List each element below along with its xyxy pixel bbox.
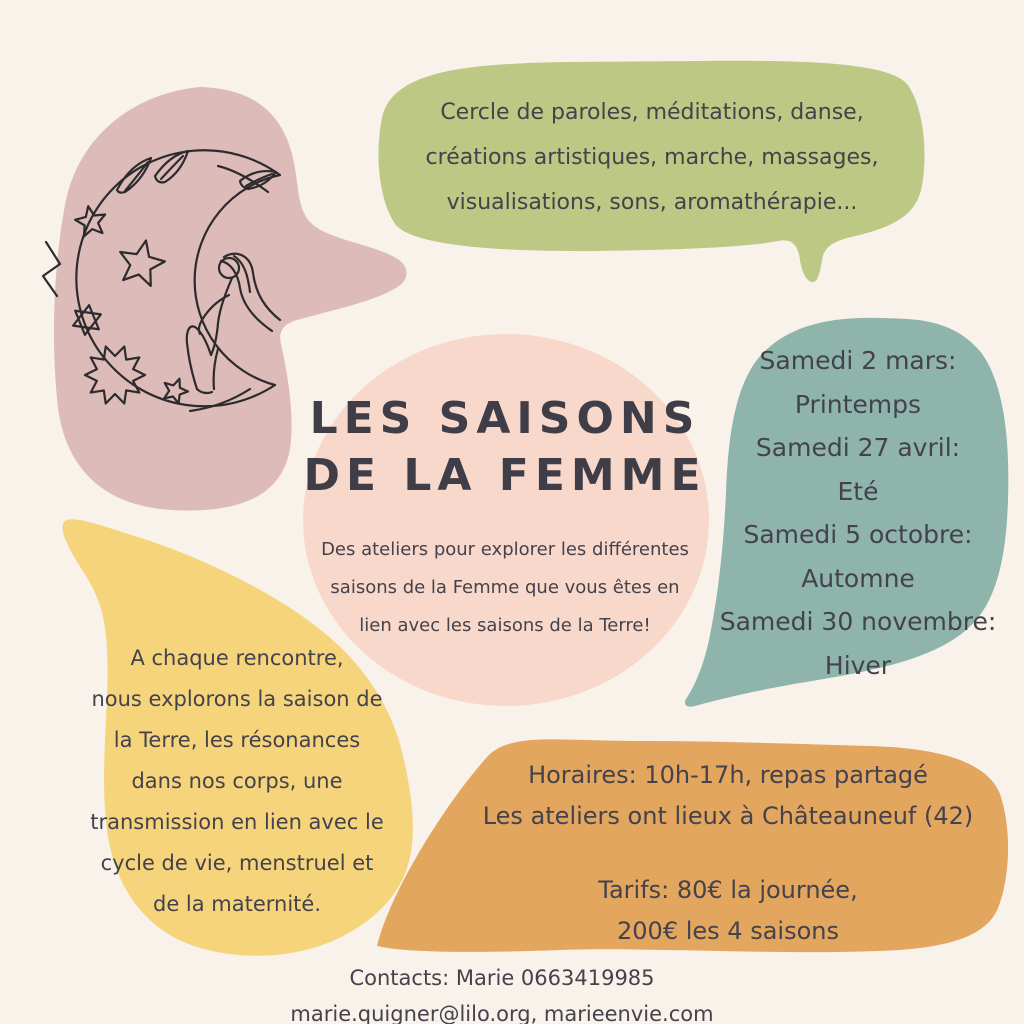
description-line: transmission en lien avec le <box>90 810 384 834</box>
services-line: visualisations, sons, aromathérapie... <box>446 190 858 215</box>
page-title-line: DE LA FEMME <box>303 450 707 501</box>
services-line: créations artistiques, marche, massages, <box>425 145 879 170</box>
season-line: Hiver <box>824 650 892 680</box>
subtitle-line: saisons de la Femme que vous êtes en <box>330 577 680 598</box>
season-line: Printemps <box>794 389 922 419</box>
page-title-line: LES SAISONS <box>309 393 701 444</box>
page-subtitle <box>295 531 715 645</box>
date-line: Samedi 27 avril: <box>755 433 961 462</box>
star-icon <box>115 236 169 288</box>
contact-email-line: marie.quigner@lilo.org, marieenvie.com <box>290 1002 714 1024</box>
services-line: Cercle de paroles, méditations, danse, <box>440 100 864 125</box>
tarif-text <box>448 870 1008 952</box>
season-line: Automne <box>801 563 915 593</box>
dates-text <box>708 339 1008 687</box>
description-line: de la maternité. <box>152 892 322 916</box>
date-line: Samedi 30 novembre: <box>719 607 997 636</box>
leaf-icon <box>117 158 151 193</box>
leaf-icon <box>240 171 276 189</box>
schedule-line: Horaires: 10h-17h, repas partagé <box>528 761 928 789</box>
subtitle-line: lien avec les saisons de la Terre! <box>359 615 651 636</box>
contacts-text <box>252 960 752 1024</box>
seated-woman-figure <box>187 254 280 393</box>
leaf-icon <box>155 151 188 182</box>
schedule-line: Les ateliers ont lieux à Châteauneuf (42) <box>482 802 974 830</box>
description-line: nous explorons la saison de <box>91 687 383 711</box>
page-title <box>295 390 715 504</box>
date-line: Samedi 2 mars: <box>759 346 957 375</box>
moon-edge-zigzag <box>43 242 60 296</box>
subtitle-line: Des ateliers pour explorer les différentes <box>321 539 689 560</box>
sun-icon <box>85 347 145 404</box>
description-line: la Terre, les résonances <box>113 728 361 752</box>
contact-phone-line: Contacts: Marie 0663419985 <box>349 966 655 990</box>
description-text <box>72 638 402 925</box>
season-line: Eté <box>837 476 879 506</box>
six-point-star-icon <box>72 303 102 336</box>
tarif-line: 200€ les 4 saisons <box>617 917 839 945</box>
description-line: cycle de vie, menstruel et <box>100 851 374 875</box>
schedule-text <box>448 755 1008 837</box>
description-line: dans nos corps, une <box>131 769 343 793</box>
date-line: Samedi 5 octobre: <box>743 520 973 549</box>
description-line: A chaque rencontre, <box>130 646 344 670</box>
tarif-line: Tarifs: 80€ la journée, <box>598 876 858 904</box>
services-text <box>392 90 912 225</box>
